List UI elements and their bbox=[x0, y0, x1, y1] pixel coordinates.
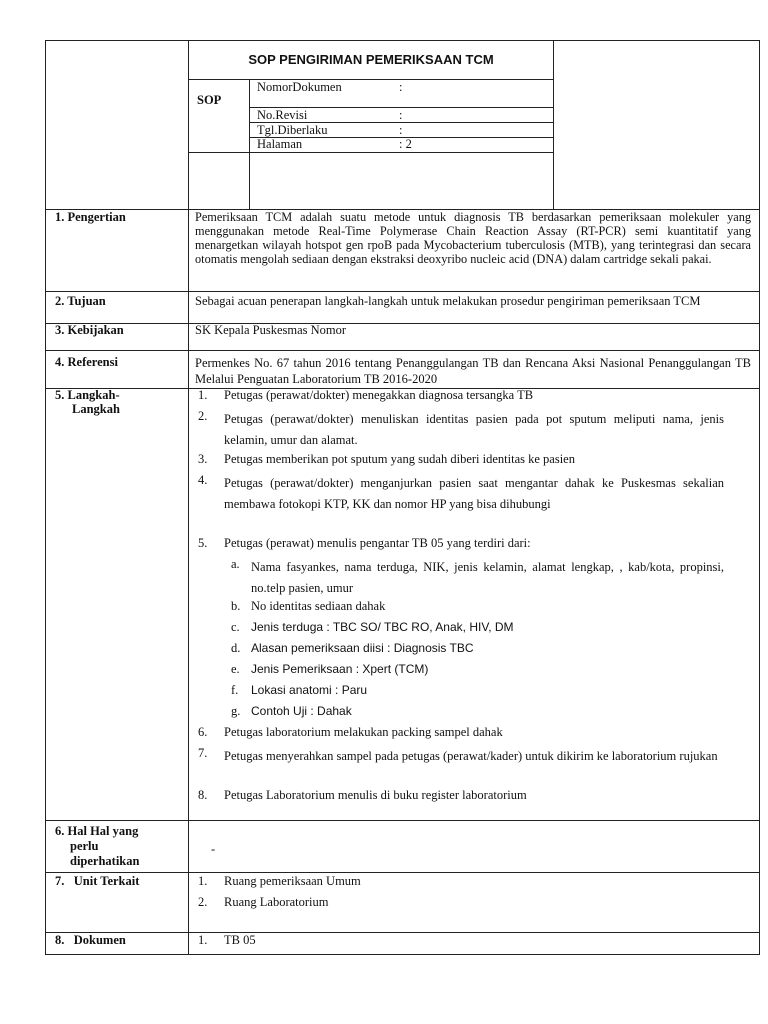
step-number: 4. bbox=[198, 473, 208, 487]
document-title: SOP PENGIRIMAN PEMERIKSAAN TCM bbox=[248, 52, 494, 67]
step-number: 8. bbox=[198, 788, 208, 802]
substep-text: Jenis Pemeriksaan : Xpert (TCM) bbox=[251, 662, 429, 676]
substep-text: Alasan pemeriksaan diisi : Diagnosis TBC bbox=[251, 641, 474, 655]
text-referensi: Permenkes No. 67 tahun 2016 tentang Penanggulangan TB dan Rencana Aksi Nasional Penanggulangan TB Melalui Penguatan Laboratorium TB 2016-2020 bbox=[195, 356, 751, 386]
meta-value-halaman: : 2 bbox=[399, 137, 412, 151]
row-line-hal bbox=[45, 820, 760, 821]
step-number: 6. bbox=[198, 725, 208, 739]
label-tujuan: 2. Tujuan bbox=[55, 294, 106, 308]
step-text: Petugas memberikan pot sputum yang sudah diberi identitas ke pasien bbox=[224, 452, 575, 466]
text-kebijakan: SK Kepala Puskesmas Nomor bbox=[195, 323, 347, 337]
label-hal-1: 6. Hal Hal yang bbox=[55, 824, 139, 838]
step-text: Petugas (perawat) menulis pengantar TB 05 yang terdiri dari: bbox=[224, 536, 531, 550]
meta-label-tgl: Tgl.Diberlaku bbox=[257, 123, 328, 137]
substep-letter: a. bbox=[231, 557, 240, 571]
meta-label-halaman: Halaman bbox=[257, 137, 303, 151]
meta-label-nomor: NomorDokumen bbox=[257, 80, 342, 94]
dokumen-item: TB 05 bbox=[224, 933, 256, 947]
text-pengertian: Pemeriksaan TCM adalah suatu metode untuk diagnosis TB berdasarkan pemeriksaan molekuler yang menggunakan metode Real-Time Polymerase Chain Reaction Assay (RT-PCR) semi kuantitatif yang menargetkan wilayah hotspot gen rpoB pada Mycobacterium tuberculosis (MTB), yang terintegrasi dan secara otomatis mengolah sediaan dengan ekstraksi deoxyribo nucleic acid (DNA) dalam cartridge sekali pakai. bbox=[195, 210, 751, 266]
row-line-referensi bbox=[45, 350, 760, 351]
step-number: 7. bbox=[198, 746, 208, 760]
row-line-tujuan bbox=[45, 291, 760, 292]
border-left bbox=[45, 40, 46, 955]
step-number: 3. bbox=[198, 452, 208, 466]
step-number: 2. bbox=[198, 409, 208, 423]
substep-letter: b. bbox=[231, 599, 241, 613]
row-line-unit bbox=[45, 872, 760, 873]
substep-letter: c. bbox=[231, 620, 240, 634]
substep-text: Lokasi anatomi : Paru bbox=[251, 683, 368, 697]
label-hal-2: perlu bbox=[70, 839, 99, 853]
meta-value-nomor: : bbox=[399, 80, 403, 94]
step-text: Petugas (perawat/dokter) menegakkan diagnosa tersangka TB bbox=[224, 388, 534, 402]
meta-value-tgl: : bbox=[399, 123, 403, 137]
meta-value-revisi: : bbox=[399, 108, 403, 122]
sop-label: SOP bbox=[197, 93, 222, 107]
step-text: Petugas Laboratorium menulis di buku register laboratorium bbox=[224, 788, 527, 802]
title-underline bbox=[188, 79, 554, 80]
substep-text: Contoh Uji : Dahak bbox=[251, 704, 352, 718]
dokumen-number: 1. bbox=[198, 933, 208, 947]
substep-text: No identitas sediaan dahak bbox=[251, 599, 386, 613]
meta-line-4 bbox=[188, 152, 554, 153]
label-referensi: 4. Referensi bbox=[55, 355, 118, 369]
sop-document bbox=[45, 40, 759, 955]
substep-letter: g. bbox=[231, 704, 241, 718]
unit-number: 1. bbox=[198, 874, 208, 888]
step-text: Petugas laboratorium melakukan packing sampel dahak bbox=[224, 725, 503, 739]
label-pengertian: 1. Pengertian bbox=[55, 210, 126, 224]
border-right bbox=[759, 40, 760, 955]
border-top bbox=[45, 40, 760, 41]
step-number: 5. bbox=[198, 536, 208, 550]
label-dokumen: 8. Dokumen bbox=[55, 933, 126, 947]
label-unit: 7. Unit Terkait bbox=[55, 874, 140, 888]
label-hal-3: diperhatikan bbox=[70, 854, 140, 868]
row-line-kebijakan bbox=[45, 323, 760, 324]
label-langkah-1: 5. Langkah- bbox=[55, 388, 120, 402]
substep-letter: d. bbox=[231, 641, 241, 655]
text-hal: - bbox=[211, 842, 216, 856]
column-divider bbox=[188, 40, 189, 955]
label-kebijakan: 3. Kebijakan bbox=[55, 323, 124, 337]
substep-text: Nama fasyankes, nama terduga, NIK, jenis kelamin, alamat lengkap, , kab/kota, propinsi, no.telp pasien, umur bbox=[251, 560, 724, 595]
label-langkah-2: Langkah bbox=[72, 402, 120, 416]
step-text: Petugas (perawat/dokter) menganjurkan pasien saat mengantar dahak ke Puskesmas sekalian membawa fotokopi KTP, KK dan nomor HP yang bisa dihubungi bbox=[224, 476, 724, 511]
border-bottom bbox=[45, 954, 760, 955]
row-line-dokumen bbox=[45, 932, 760, 933]
substep-letter: e. bbox=[231, 662, 240, 676]
header-divider-sop bbox=[249, 79, 250, 209]
unit-number: 2. bbox=[198, 895, 208, 909]
text-tujuan: Sebagai acuan penerapan langkah-langkah untuk melakukan prosedur pengiriman pemeriksaan TCM bbox=[195, 294, 701, 308]
step-text: Petugas menyerahkan sampel pada petugas (perawat/kader) untuk dikirim ke laboratorium rujukan bbox=[224, 749, 718, 763]
substep-text: Jenis terduga : TBC SO/ TBC RO, Anak, HIV, DM bbox=[251, 620, 514, 634]
step-number: 1. bbox=[198, 388, 208, 402]
unit-item: Ruang Laboratorium bbox=[224, 895, 329, 909]
unit-item: Ruang pemeriksaan Umum bbox=[224, 874, 361, 888]
step-text: Petugas (perawat/dokter) menuliskan identitas pasien pada pot sputum meliputi nama, jenis kelamin, umur dan alamat. bbox=[224, 412, 724, 447]
substep-letter: f. bbox=[231, 683, 239, 697]
meta-label-revisi: No.Revisi bbox=[257, 108, 308, 122]
